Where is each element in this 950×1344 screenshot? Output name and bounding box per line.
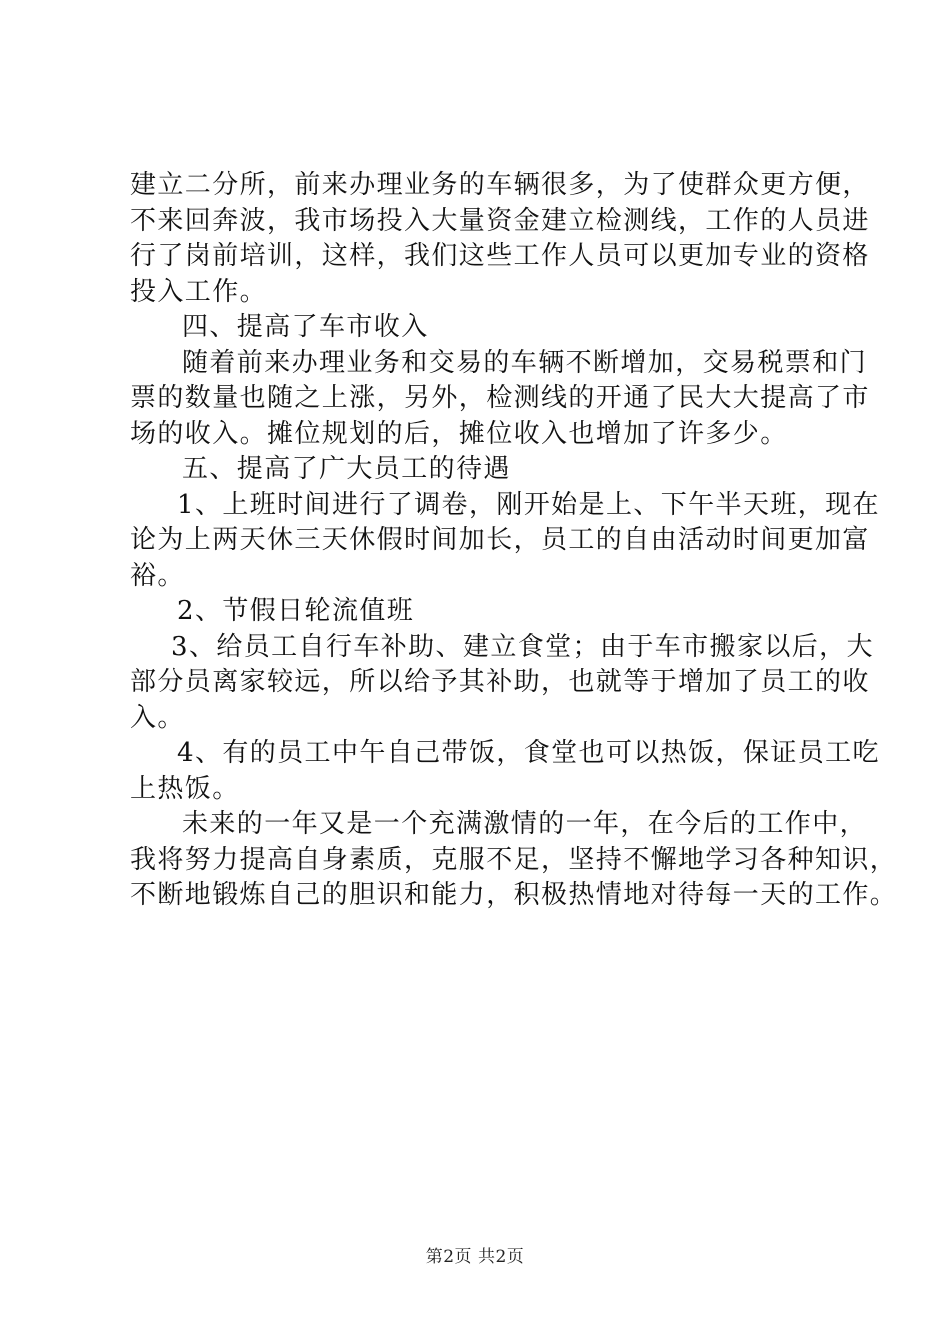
text-line: 裕。 xyxy=(130,560,185,591)
text-line: 我将努力提高自身素质，克服不足，坚持不懈地学习各种知识， xyxy=(130,844,898,875)
section-heading: 四、提高了车市收入 xyxy=(182,312,429,342)
text-line: 行了岗前培训，这样，我们这些工作人员可以更加专业的资格 xyxy=(130,241,870,271)
document-body xyxy=(130,168,898,914)
text-line: 不来回奔波，我市场投入大量资金建立检测线，工作的人员进 xyxy=(130,205,870,236)
list-item: 1、上班时间进行了调卷，刚开始是上、下午半天班，现在 xyxy=(177,489,880,520)
text-line: 未来的一年又是一个充满激情的一年，在今后的工作中， xyxy=(182,809,868,839)
section-heading: 五、提高了广大员工的待遇 xyxy=(182,454,511,484)
page-footer: 第2页 共2页 xyxy=(425,1247,525,1267)
text-line: 随着前来办理业务和交易的车辆不断增加，交易税票和门 xyxy=(182,347,868,378)
text-line: 票的数量也随之上涨，另外，检测线的开通了民大大提高了市 xyxy=(130,383,870,413)
list-item: 3、给员工自行车补助、建立食堂；由于车市搬家以后，大 xyxy=(171,631,874,662)
text-line: 场的收入。摊位规划的后，摊位收入也增加了许多少。 xyxy=(130,418,788,449)
text-line: 入。 xyxy=(130,702,185,733)
list-item: 4、有的员工中午自己带饭，食堂也可以热饭，保证员工吃 xyxy=(177,738,880,768)
text-line: 不断地锻炼自己的胆识和能力，积极热情地对待每一天的工作。 xyxy=(130,880,898,910)
text-line: 建立二分所，前来办理业务的车辆很多，为了使群众更方便， xyxy=(130,170,870,200)
text-line: 投入工作。 xyxy=(130,276,268,307)
text-line: 部分员离家较远，所以给予其补助，也就等于增加了员工的收 xyxy=(130,667,870,697)
list-item: 2、节假日轮流值班 xyxy=(177,596,415,626)
text-line: 论为上两天休三天休假时间加长，员工的自由活动时间更加富 xyxy=(130,525,870,555)
text-line: 上热饭。 xyxy=(130,773,240,804)
